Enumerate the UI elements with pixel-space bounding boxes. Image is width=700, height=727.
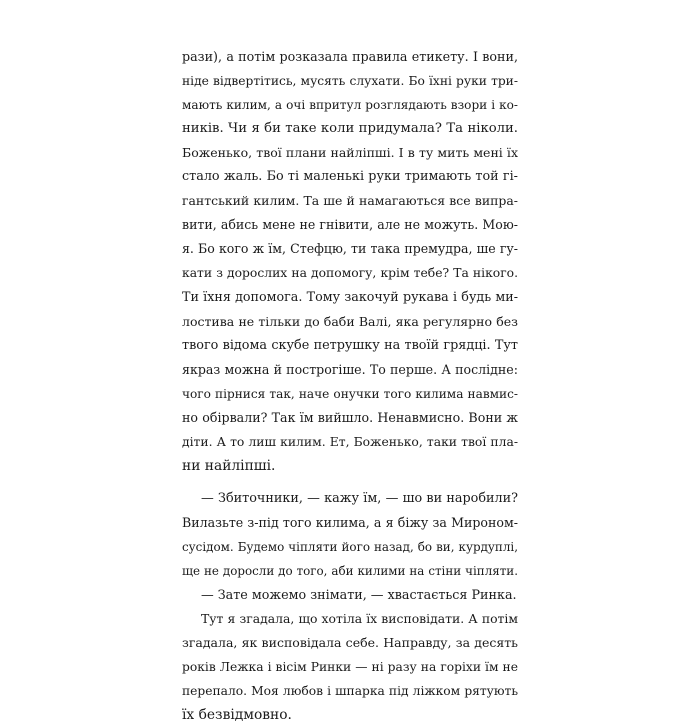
text-line: лостива не тільки до баби Валі, яка регулярно без <box>182 313 518 329</box>
text-line: ників. Чи я би таке коли придумала? Та ніколи. <box>182 121 518 137</box>
text-line: твого відома скубе петрушку на твоїй грядці. Тут <box>182 337 518 353</box>
text-line: ніде відвертітись, мусять слухати. Бо їхні руки три- <box>182 74 518 89</box>
text-line: я. Бо кого ж їм, Стефцю, ти така премудра, ше гу- <box>182 241 518 257</box>
text-line: сусідом. Будемо чіпляти його назад, бо ви, курдуплі, <box>182 539 518 554</box>
body-text <box>182 45 518 727</box>
text-line: їх безвідмовно. <box>182 707 292 724</box>
text-line: чого пірнися так, наче онучки того килима навмис- <box>182 386 518 401</box>
text-line: рази), а потім розказала правила етикету. І вони, <box>182 49 518 64</box>
text-line: згадала, як висповідала себе. Направду, за десять <box>182 635 518 651</box>
text-line: якраз можна й построгіше. То перше. А послідне: <box>182 361 518 377</box>
text-line: ще не доросли до того, аби килими на стіни чіпляти. <box>182 563 518 578</box>
text-line: гантський килим. Та ше й намагаються все випра- <box>182 193 518 209</box>
text-line: — Збиточники, — кажу їм, — шо ви наробили? <box>201 490 518 506</box>
text-line: перепало. Моя любов і шпарка під ліжком рятують <box>182 684 518 699</box>
text-line: вити, абись мене не гнівити, але не можуть. Мою- <box>182 217 518 233</box>
text-line: Тут я згадала, що хотіла їх висповідати. А потім <box>201 611 518 627</box>
text-line: ни найліпші. <box>182 457 276 474</box>
text-line: років Лежка і вісім Ринки — ні разу на горіхи їм не <box>182 660 518 675</box>
text-line: кати з дорослих на допомогу, крім тебе? Та нікого. <box>182 266 518 281</box>
text-line: — Зате можемо знімати, — хвастається Ринка. <box>201 587 517 603</box>
text-line: діти. А то лиш килим. Ет, Боженько, таки твої пла- <box>182 434 518 449</box>
text-line: Ти їхня допомога. Тому закочуй рукава і будь ми- <box>182 289 518 305</box>
text-line: но обірвали? Так їм вийшло. Ненавмисно. Вони ж <box>182 409 518 425</box>
text-line: Боженько, твої плани найліпші. І в ту мить мені їх <box>182 145 518 161</box>
text-line: Вилазьте з-під того килима, а я біжу за Мироном- <box>182 514 518 530</box>
text-line: мають килим, а очі впритул розглядають взори і ко- <box>182 98 518 113</box>
text-line: стало жаль. Бо ті маленькі руки тримають той гі- <box>182 169 518 185</box>
